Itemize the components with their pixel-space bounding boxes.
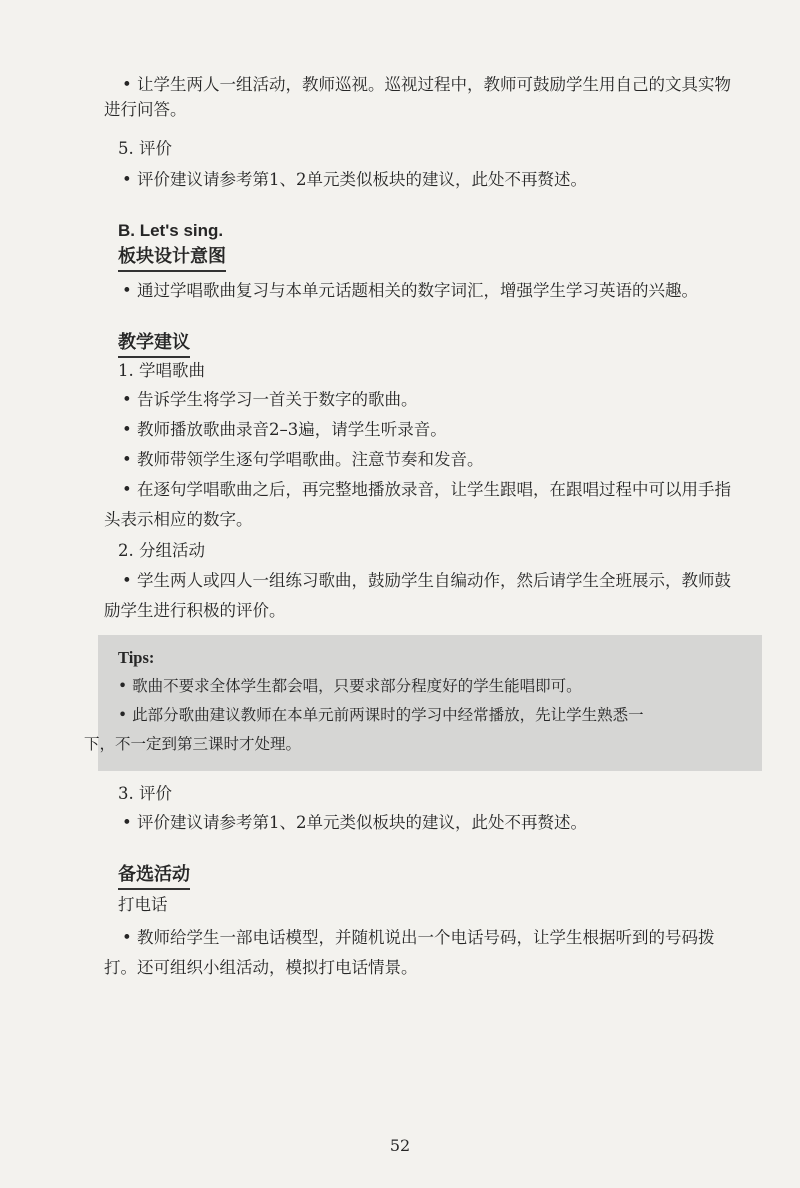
tips-bullet-2-cont: 下，不一定到第三课时才处理。 [84, 735, 302, 753]
step-3-bullet: • 评价建议请参考第1、2单元类似板块的建议，此处不再赘述。 [122, 813, 587, 832]
step-2-bullet-1: • 学生两人或四人一组练习歌曲，鼓励学生自编动作，然后请学生全班展示，教师鼓 [122, 571, 731, 590]
step-3-heading: 3. 评价 [118, 784, 172, 803]
tips-box [84, 635, 762, 771]
top-bullet-line: • 让学生两人一组活动，教师巡视。巡视过程中，教师可鼓励学生用自己的文具实物 [122, 75, 731, 94]
step-1-bullet-2: • 教师播放歌曲录音2–3遍，请学生听录音。 [122, 420, 447, 439]
page-number: 52 [389, 1136, 411, 1155]
step-2-heading: 2. 分组活动 [118, 541, 205, 560]
alternative-activity-bullet: • 教师给学生一部电话模型，并随机说出一个电话号码，让学生根据听到的号码拨 [122, 928, 715, 947]
step-2-bullet-1-cont: 励学生进行积极的评价。 [104, 601, 286, 620]
eval-5-bullet: • 评价建议请参考第1、2单元类似板块的建议，此处不再赘述。 [122, 170, 587, 189]
step-1-bullet-4: • 在逐句学唱歌曲之后，再完整地播放录音，让学生跟唱，在跟唱过程中可以用手指 [122, 480, 731, 499]
tips-title: Tips: [118, 648, 155, 667]
step-1-bullet-4-cont: 头表示相应的数字。 [104, 510, 253, 529]
eval-5-heading: 5. 评价 [118, 139, 172, 158]
design-intent-heading: 板块设计意图 [118, 243, 226, 272]
section-b-title: B. Let's sing. [118, 221, 224, 240]
teaching-suggestion-heading: 教学建议 [118, 329, 190, 358]
step-1-bullet-3: • 教师带领学生逐句学唱歌曲。注意节奏和发音。 [122, 450, 484, 469]
alternative-activity-heading: 备选活动 [118, 861, 190, 890]
design-intent-bullet: • 通过学唱歌曲复习与本单元话题相关的数字词汇，增强学生学习英语的兴趣。 [122, 281, 698, 300]
step-1-heading: 1. 学唱歌曲 [118, 361, 205, 380]
alternative-activity-subtitle: 打电话 [118, 895, 168, 914]
alternative-activity-bullet-cont: 打。还可组织小组活动，模拟打电话情景。 [104, 958, 418, 977]
tips-bullet-2: • 此部分歌曲建议教师在本单元前两课时的学习中经常播放，先让学生熟悉一 [118, 706, 644, 724]
tips-bullet-1: • 歌曲不要求全体学生都会唱，只要求部分程度好的学生能唱即可。 [118, 677, 582, 695]
step-1-bullet-1: • 告诉学生将学习一首关于数字的歌曲。 [122, 390, 418, 409]
top-bullet-line-cont: 进行问答。 [104, 100, 187, 119]
